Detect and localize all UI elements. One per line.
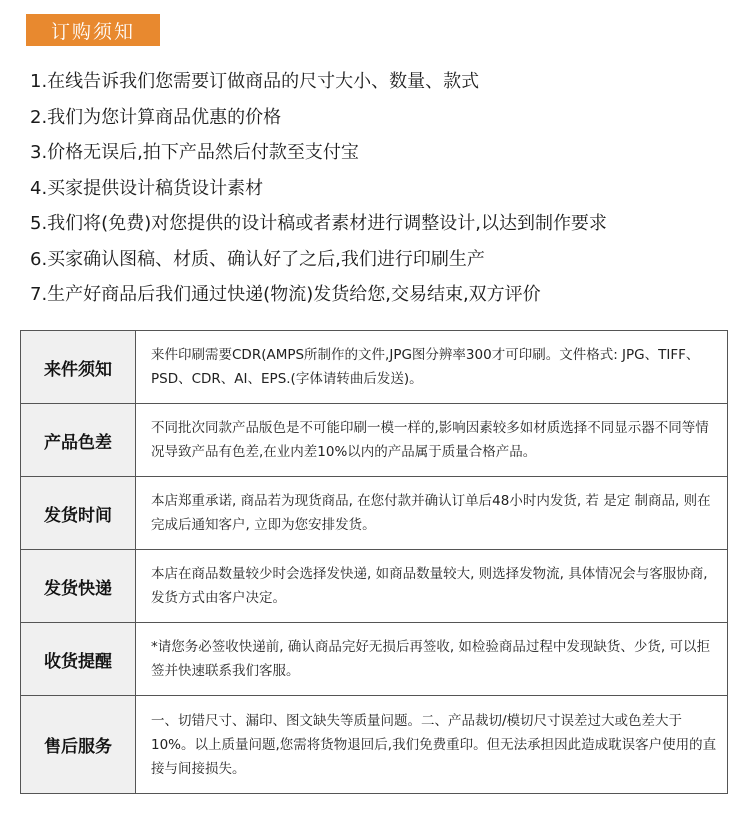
table-row [21,404,728,477]
table-row [21,331,728,404]
order-step: 3.价格无误后,拍下产品然后付款至支付宝 [30,142,359,163]
row-content: 本店郑重承诺, 商品若为现货商品, 在您付款并确认订单后48小时内发货, 若 是定 制商品, 则在完成后通知客户, 立即为您安排发货。 [136,477,728,550]
row-label: 发货时间 [21,477,136,550]
row-label: 售后服务 [21,696,136,794]
row-content: *请您务必签收快递前, 确认商品完好无损后再签收, 如检验商品过程中发现缺货、少货, 可以拒签并快速联系我们客服。 [136,623,728,696]
info-table [20,330,728,794]
order-steps-list [30,64,607,313]
order-step: 4.买家提供设计稿货设计素材 [30,177,264,199]
table-row [21,623,728,696]
row-label: 来件须知 [21,331,136,404]
order-step: 5.我们将(免费)对您提供的设计稿或者素材进行调整设计,以达到制作要求 [30,213,607,234]
row-content: 来件印刷需要CDR(AMPS所制作的文件,JPG图分辨率300才可印刷。文件格式: JPG、TIFF、PSD、CDR、AI、EPS.(字体请转曲后发送)。 [136,331,728,404]
order-step: 1.在线告诉我们您需要订做商品的尺寸大小、数量、款式 [30,71,480,92]
order-step: 7.生产好商品后我们通过快递(物流)发货给您,交易结束,双方评价 [30,284,541,305]
row-content: 一、切错尺寸、漏印、图文缺失等质量问题。二、产品裁切/模切尺寸误差过大或色差大于10%。以上质量问题,您需将货物退回后,我们免费重印。但无法承担因此造成耽误客户使用的直接与间接损失。 [136,696,728,794]
row-label: 发货快递 [21,550,136,623]
order-step: 6.买家确认图稿、材质、确认好了之后,我们进行印刷生产 [30,248,485,270]
row-content: 本店在商品数量较少时会选择发快递, 如商品数量较大, 则选择发物流, 具体情况会与客服协商, 发货方式由客户决定。 [136,550,728,623]
row-label: 产品色差 [21,404,136,477]
table-row [21,477,728,550]
table-row [21,550,728,623]
row-content: 不同批次同款产品版色是不可能印刷一模一样的,影响因素较多如材质选择不同显示器不同等情况导致产品有色差,在业内差10%以内的产品属于质量合格产品。 [136,404,728,477]
table-row [21,696,728,794]
order-step: 2.我们为您计算商品优惠的价格 [30,106,282,128]
row-label: 收货提醒 [21,623,136,696]
section-title-badge: 订购须知 [26,14,160,46]
